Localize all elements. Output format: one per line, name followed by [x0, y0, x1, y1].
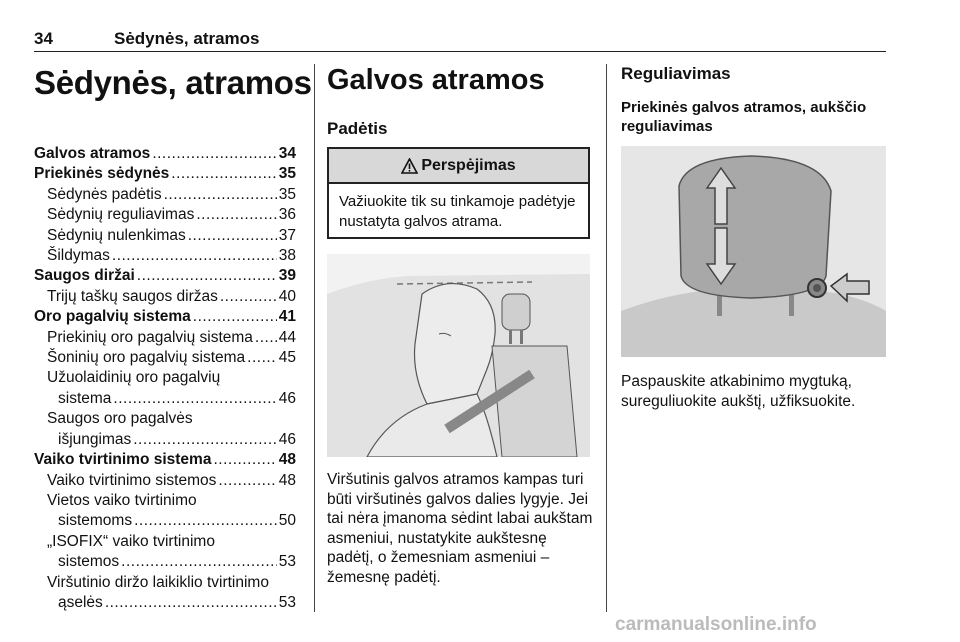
running-header-title: Sėdynės, atramos [114, 29, 260, 48]
toc-entry[interactable] [34, 185, 296, 205]
toc-entry[interactable] [34, 450, 296, 470]
toc-entry-label: Priekinių oro pagalvių sistema [47, 328, 253, 346]
toc-entry[interactable] [34, 552, 296, 572]
toc-entry-page: 53 [278, 553, 296, 571]
column-divider-2 [606, 64, 607, 612]
toc-entry-page: 44 [278, 328, 296, 346]
toc-entry-label[interactable]: Viršutinio diržo laikiklio tvirtinimo [47, 573, 269, 591]
toc-entry-label[interactable]: Vietos vaiko tvirtinimo [47, 491, 197, 509]
toc-leader-dots [247, 348, 277, 368]
page-title: Sėdynės, atramos [34, 64, 312, 101]
footer-watermark: carmanualsonline.info [615, 614, 817, 635]
toc-entry[interactable] [34, 226, 296, 246]
toc-leader-dots [137, 266, 277, 286]
toc-entry-label: sistema [58, 389, 112, 407]
toc-entry-label: Vaiko tvirtinimo sistemos [47, 471, 217, 489]
toc-leader-dots [218, 471, 276, 491]
toc-entry[interactable] [34, 205, 296, 225]
toc-entry-label[interactable]: Saugos oro pagalvės [47, 410, 193, 428]
warning-box [327, 147, 590, 239]
toc-entry[interactable] [34, 348, 296, 368]
toc-entry-label: sistemoms [58, 512, 133, 530]
warning-text: Važiuokite tik su tinkamoje padėtyje nustatyta galvos atrama. [339, 193, 576, 230]
toc-entry[interactable] [34, 266, 296, 286]
toc-leader-dots [188, 226, 277, 246]
toc-leader-dots [152, 144, 276, 164]
toc-leader-dots [171, 164, 276, 184]
toc-entry-label: Vaiko tvirtinimo sistema [34, 451, 212, 469]
toc-leader-dots [112, 246, 277, 266]
header-rule [34, 51, 886, 52]
toc-entry-page: 46 [278, 430, 296, 448]
toc-leader-dots [164, 185, 277, 205]
toc-entry-page: 45 [278, 349, 296, 367]
toc-entry-page: 35 [278, 165, 296, 183]
toc-entry-page: 35 [278, 185, 296, 203]
toc-entry-label[interactable]: Užuolaidinių oro pagalvių [47, 369, 221, 387]
toc-entry-page: 39 [278, 267, 296, 285]
toc-leader-dots [105, 593, 277, 613]
toc-entry[interactable] [34, 389, 296, 409]
toc-leader-dots [255, 328, 277, 348]
toc-entry[interactable] [34, 430, 296, 450]
toc-entry-page: 34 [278, 145, 296, 162]
toc-entry-label[interactable]: „ISOFIX“ vaiko tvirtinimo [47, 532, 215, 550]
toc-entry-label: Sėdynių reguliavimas [47, 206, 195, 224]
toc-entry-page: 46 [278, 389, 296, 407]
headrest-adjustment-illustration [621, 146, 886, 357]
toc-entry-label: Šoninių oro pagalvių sistema [47, 349, 246, 367]
toc-entry-label: išjungimas [58, 430, 132, 448]
toc-leader-dots [113, 389, 276, 409]
toc-entry-label: Trijų taškų saugos diržas [47, 287, 218, 305]
column-divider-1 [314, 64, 315, 612]
toc-entry[interactable] [34, 307, 296, 327]
toc-entry-page: 37 [278, 226, 296, 244]
toc-entry[interactable] [34, 593, 296, 613]
toc-entry-label: Oro pagalvių sistema [34, 308, 191, 326]
toc-entry-label: Sėdynių nulenkimas [47, 226, 186, 244]
toc-leader-dots [213, 450, 276, 470]
subsection-title: Padėtis [327, 119, 388, 138]
adjustment-subtitle: Priekinės galvos atramos, aukščio reguliavimas [621, 99, 867, 135]
adjustment-paragraph: Paspauskite atkabinimo mygtuką, sureguliuokite aukštį, užfiksuokite. [621, 373, 856, 410]
warning-triangle-icon [401, 158, 418, 174]
toc-entry[interactable] [34, 471, 296, 491]
toc-entry-label: Saugos diržai [34, 267, 135, 285]
toc-entry[interactable] [34, 328, 296, 348]
warning-title: Perspėjimas [421, 156, 516, 174]
toc-entry[interactable] [34, 246, 296, 266]
toc-entry[interactable] [34, 287, 296, 307]
toc-entry[interactable] [34, 144, 296, 164]
toc-leader-dots [193, 307, 277, 327]
toc-leader-dots [133, 430, 277, 450]
toc-entry-page: 50 [278, 512, 296, 530]
toc-entry-label: Sėdynės padėtis [47, 185, 162, 203]
toc-entry-page: 40 [278, 287, 296, 305]
toc-entry-page: 48 [278, 451, 296, 469]
page-number: 34 [34, 29, 53, 48]
toc-entry-page: 53 [278, 593, 296, 611]
table-of-contents [34, 144, 296, 613]
toc-entry-page: 41 [278, 308, 296, 326]
toc-entry-label: Šildymas [47, 247, 110, 265]
toc-entry-label: ąselės [58, 593, 103, 611]
section-title: Galvos atramos [327, 64, 545, 96]
toc-entry-page: 38 [278, 247, 296, 265]
toc-entry[interactable] [34, 511, 296, 531]
toc-leader-dots [134, 511, 277, 531]
toc-leader-dots [121, 552, 277, 572]
toc-leader-dots [220, 287, 277, 307]
adjustment-title: Reguliavimas [621, 64, 731, 83]
headrest-position-illustration [327, 254, 590, 457]
toc-leader-dots [196, 205, 276, 225]
toc-entry[interactable] [34, 164, 296, 184]
toc-entry-page: 48 [278, 471, 296, 489]
toc-entry-label: sistemos [58, 553, 120, 571]
headrest-position-paragraph: Viršutinis galvos atramos kampas turi būti viršutinės galvos dalies lygyje. Jei tai nėra įmanoma sėdint labai aukštam asmeniui, nustatykite aukštesnę padėtį, o žemesniam asmeniui – žemesnę padėtį. [327, 471, 593, 586]
toc-entry-label: Galvos atramos [34, 145, 151, 162]
toc-entry-label: Priekinės sėdynės [34, 165, 170, 183]
warning-header [329, 149, 588, 184]
toc-entry-page: 36 [278, 206, 296, 224]
